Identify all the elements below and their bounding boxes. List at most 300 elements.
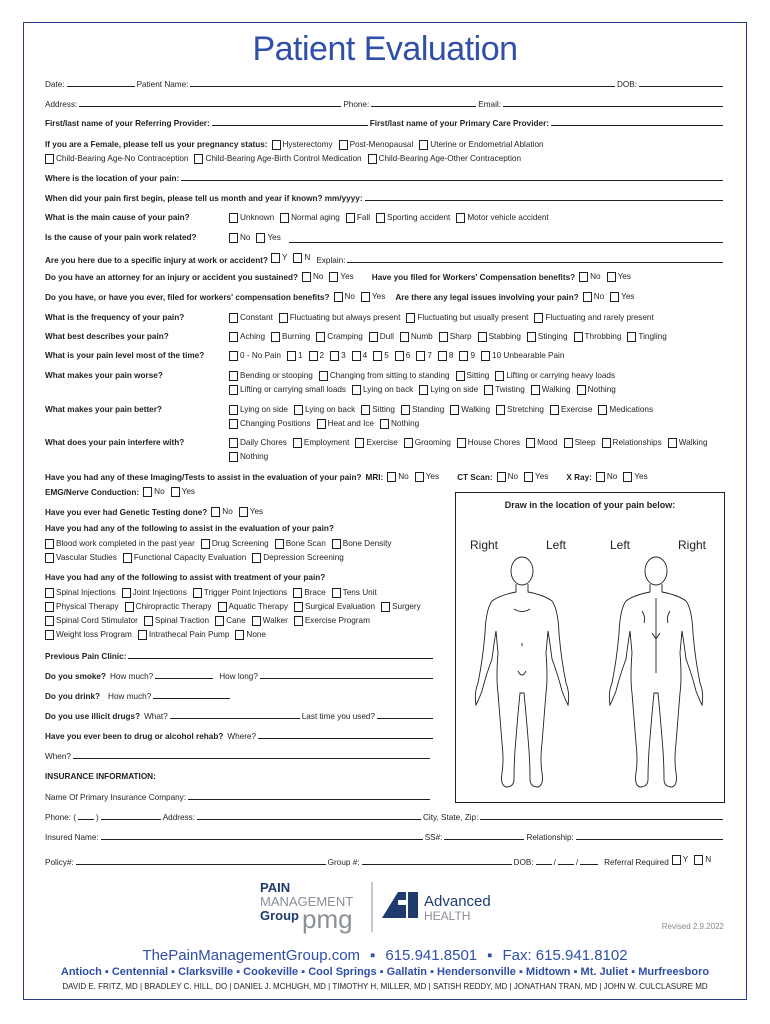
checkbox[interactable] <box>373 351 382 361</box>
ins-phone-field[interactable] <box>101 818 161 820</box>
checkbox[interactable] <box>229 313 238 323</box>
option-label: Yes <box>621 292 635 301</box>
smoke-long-field[interactable] <box>260 677 433 679</box>
checkbox[interactable] <box>550 405 559 415</box>
injury-label: Are you here due to a specific injury at work or accident? <box>45 256 268 265</box>
checkbox[interactable] <box>406 313 415 323</box>
q_worse-options-option[interactable] <box>229 369 313 383</box>
patient-name-field[interactable] <box>190 85 615 87</box>
checkbox[interactable] <box>668 438 677 448</box>
footer-phone[interactable]: 615.941.8501 <box>385 947 478 964</box>
xray-yes[interactable]: Yes <box>623 470 647 484</box>
q_eval-options-option[interactable] <box>123 551 246 565</box>
referral-yes[interactable]: Y <box>672 853 688 867</box>
q_better-options-option[interactable] <box>550 403 592 417</box>
option-label: Vascular Studies <box>56 553 117 562</box>
email-field[interactable] <box>503 105 723 107</box>
drugs-what-field[interactable] <box>170 717 300 719</box>
q_describe-options-option[interactable] <box>478 330 521 344</box>
checkbox[interactable] <box>271 332 280 342</box>
checkbox[interactable] <box>229 332 238 342</box>
option-label: Daily Chores <box>240 438 287 447</box>
checkbox[interactable] <box>496 405 505 415</box>
dob-field[interactable] <box>639 85 723 87</box>
location-field[interactable] <box>181 179 723 181</box>
q_worse-options-option[interactable] <box>495 369 615 383</box>
checkbox[interactable] <box>577 385 586 395</box>
option-label: 1 <box>297 351 303 360</box>
ins-dob-month[interactable] <box>536 863 552 865</box>
checkbox[interactable] <box>459 351 468 361</box>
checkbox[interactable] <box>527 332 536 342</box>
q_attorney-options-option[interactable] <box>329 270 353 284</box>
checkbox[interactable] <box>456 213 465 223</box>
checkbox[interactable] <box>368 154 377 164</box>
checkbox[interactable] <box>330 351 339 361</box>
drugs-what-label: What? <box>144 712 168 721</box>
checkbox[interactable] <box>329 272 338 282</box>
q_cause-options-option[interactable] <box>229 211 274 225</box>
checkbox[interactable] <box>419 385 428 395</box>
q_filed-options-option[interactable] <box>361 290 385 304</box>
q_treat-options-option[interactable] <box>235 628 266 642</box>
ins-area-field[interactable] <box>78 818 94 820</box>
q_treat-options-option[interactable] <box>381 600 421 614</box>
checkbox[interactable] <box>610 292 619 302</box>
checkbox[interactable] <box>45 553 54 563</box>
checkbox[interactable] <box>271 253 280 263</box>
drink-much-field[interactable] <box>153 697 230 699</box>
q_attorney-options2-option[interactable] <box>607 270 631 284</box>
q_better-options-option[interactable] <box>380 417 419 431</box>
ins-city-field[interactable] <box>480 818 723 820</box>
checkbox[interactable] <box>334 292 343 302</box>
address-field[interactable] <box>79 105 341 107</box>
checkbox[interactable] <box>450 405 459 415</box>
mri-no[interactable]: No <box>387 470 408 484</box>
pregnancy-option[interactable] <box>419 138 543 152</box>
q_interfere-options-option[interactable] <box>602 436 662 450</box>
option-label: Sitting <box>372 405 395 414</box>
q_describe-options-option[interactable] <box>271 330 310 344</box>
checkbox[interactable] <box>272 140 281 150</box>
q_treat-options-option[interactable] <box>193 586 287 600</box>
q_filed-options2-option[interactable] <box>610 290 634 304</box>
q_level-options-option[interactable] <box>309 349 325 363</box>
q_work-options-option[interactable] <box>229 231 250 245</box>
checkbox[interactable] <box>339 140 348 150</box>
q_level-options-option[interactable] <box>481 349 564 363</box>
checkbox[interactable] <box>218 602 227 612</box>
injury-explain-label: Explain: <box>316 256 346 265</box>
checkbox[interactable] <box>138 630 147 640</box>
checkbox[interactable] <box>279 313 288 323</box>
checkbox[interactable] <box>256 233 265 243</box>
checkbox[interactable] <box>229 419 238 429</box>
q_worse-options-option[interactable] <box>577 383 616 397</box>
emg-no[interactable]: No <box>143 485 164 499</box>
q_treat-options-option[interactable] <box>252 614 288 628</box>
ct-no[interactable]: No <box>497 470 518 484</box>
q_level-options-option[interactable] <box>287 349 303 363</box>
q_attorney-options-option[interactable] <box>302 270 323 284</box>
q_genetic-options-option[interactable] <box>211 505 232 519</box>
checkbox[interactable] <box>583 292 592 302</box>
front-left-label: Left <box>546 538 567 552</box>
checkbox[interactable] <box>439 332 448 342</box>
checkbox[interactable] <box>495 371 504 381</box>
option-label: Surgery <box>392 602 421 611</box>
q_describe-options-option[interactable] <box>316 330 363 344</box>
checkbox[interactable] <box>123 553 132 563</box>
footer-bullet: ▪ <box>370 947 376 964</box>
drink-row <box>45 692 232 701</box>
checkbox[interactable] <box>45 154 54 164</box>
option-label: Fluctuating but always present <box>289 313 401 322</box>
describe-options <box>229 330 734 344</box>
checkbox[interactable] <box>607 272 616 282</box>
footer-contact <box>0 947 770 964</box>
q_treat-options-option[interactable] <box>294 614 370 628</box>
q_interfere-options-option[interactable] <box>526 436 557 450</box>
q_filed-options-option[interactable] <box>334 290 355 304</box>
checkbox[interactable] <box>332 588 341 598</box>
option-label: Hysterectomy <box>282 140 333 149</box>
checkbox[interactable] <box>125 602 134 612</box>
drugs-label: Do you use illicit drugs? <box>45 712 141 721</box>
checkbox[interactable] <box>229 371 238 381</box>
checkbox[interactable] <box>280 213 289 223</box>
checkbox[interactable] <box>531 385 540 395</box>
ins-ss-field[interactable] <box>444 838 524 840</box>
ins-group-field[interactable] <box>362 863 512 865</box>
q_eval-options-option[interactable] <box>252 551 344 565</box>
q_cause-options-option[interactable] <box>280 211 340 225</box>
option-label: 10 Unbearable Pain <box>492 351 565 360</box>
page-title: Patient Evaluation <box>252 30 518 68</box>
dob-label: DOB: <box>616 80 637 89</box>
referral-no[interactable]: N <box>694 853 711 867</box>
checkbox[interactable] <box>45 539 54 549</box>
q_treat-options-option[interactable] <box>125 600 212 614</box>
q_describe-options-option[interactable] <box>369 330 394 344</box>
checkbox[interactable] <box>332 539 341 549</box>
rehab-where-field[interactable] <box>258 737 433 739</box>
q_level-options-option[interactable] <box>416 349 432 363</box>
checkbox[interactable] <box>481 351 490 361</box>
checkbox[interactable] <box>201 539 210 549</box>
prev-clinic-row <box>45 652 435 661</box>
q_worse-options-option[interactable] <box>531 383 571 397</box>
q_treat-options-option[interactable] <box>332 586 377 600</box>
q_genetic-options-option[interactable] <box>239 505 263 519</box>
checkbox[interactable] <box>229 233 238 243</box>
ins-company-field[interactable] <box>188 798 430 800</box>
q_attorney-options2-option[interactable] <box>579 270 600 284</box>
q_treat-options-option[interactable] <box>294 600 375 614</box>
advanced-health-mark <box>382 892 418 918</box>
checkbox[interactable] <box>275 539 284 549</box>
checkbox[interactable] <box>294 602 303 612</box>
q_better-options-option[interactable] <box>361 403 395 417</box>
q_frequency-options-option[interactable] <box>279 311 401 325</box>
checkbox[interactable] <box>352 385 361 395</box>
q_treat-options-option[interactable] <box>45 600 119 614</box>
option-label: Changing from sitting to standing <box>329 371 450 380</box>
checkbox[interactable] <box>293 588 302 598</box>
ins-insured-field[interactable] <box>101 838 423 840</box>
checkbox[interactable] <box>395 351 404 361</box>
phone-label: Phone: <box>343 100 370 109</box>
checkbox[interactable] <box>144 616 153 626</box>
checkbox[interactable] <box>317 419 326 429</box>
injury-explain-field[interactable] <box>347 261 723 263</box>
checkbox[interactable] <box>400 332 409 342</box>
checkbox[interactable] <box>45 630 54 640</box>
checkbox[interactable] <box>287 351 296 361</box>
checkbox[interactable] <box>193 588 202 598</box>
checkbox[interactable] <box>346 213 355 223</box>
q_level-options-option[interactable] <box>330 349 346 363</box>
q_eval-options-option[interactable] <box>201 537 269 551</box>
q_cause-options-option[interactable] <box>346 211 370 225</box>
q_interfere-options-option[interactable] <box>564 436 596 450</box>
q_describe-options-option[interactable] <box>527 330 568 344</box>
checkbox[interactable] <box>252 553 261 563</box>
option-label: Normal aging <box>291 213 340 222</box>
option-label: Lying on back <box>363 385 414 394</box>
ins-policy-field[interactable] <box>76 863 326 865</box>
option-label: No <box>240 233 251 242</box>
q_worse-options-option[interactable] <box>229 383 346 397</box>
q_interfere-options-option[interactable] <box>404 436 451 450</box>
q_describe-options-option[interactable] <box>574 330 622 344</box>
smoke-much-field[interactable] <box>155 677 213 679</box>
checkbox[interactable] <box>457 438 466 448</box>
drugs-last-field[interactable] <box>377 717 433 719</box>
checkbox[interactable] <box>602 438 611 448</box>
q_injury-options-option[interactable] <box>271 251 287 265</box>
ct-yes[interactable]: Yes <box>524 470 548 484</box>
checkbox[interactable] <box>302 272 311 282</box>
option-label: Stretching <box>507 405 544 414</box>
q_level-options-option[interactable] <box>229 349 281 363</box>
checkbox[interactable] <box>416 351 425 361</box>
q_better-options-option[interactable] <box>294 403 355 417</box>
pregnancy-options <box>272 138 550 152</box>
q_level-options-option[interactable] <box>459 349 475 363</box>
q_cause-options-option[interactable] <box>376 211 450 225</box>
q_treat-options-option[interactable] <box>122 586 187 600</box>
checkbox[interactable] <box>534 313 543 323</box>
q_treat-options-option[interactable] <box>215 614 246 628</box>
q_eval-options-option[interactable] <box>332 537 392 551</box>
q_better-options-option[interactable] <box>450 403 490 417</box>
checkbox[interactable] <box>229 452 238 462</box>
q_worse-options-option[interactable] <box>419 383 478 397</box>
q_better-options-option[interactable] <box>229 403 288 417</box>
checkbox[interactable] <box>376 213 385 223</box>
checkbox[interactable] <box>316 332 325 342</box>
checkbox[interactable] <box>45 588 54 598</box>
q_treat-options-option[interactable] <box>293 586 325 600</box>
cause-options <box>229 211 729 225</box>
q_treat-options-option[interactable] <box>45 586 116 600</box>
q_cause-options-option[interactable] <box>456 211 548 225</box>
checkbox[interactable] <box>229 351 238 361</box>
q_worse-options-option[interactable] <box>352 383 413 397</box>
pain-drawing-box[interactable] <box>455 492 725 803</box>
checkbox[interactable] <box>294 405 303 415</box>
checkbox[interactable] <box>309 351 318 361</box>
checkbox[interactable] <box>456 371 465 381</box>
option-label: Nothing <box>391 419 420 428</box>
q_interfere-options-option[interactable] <box>457 436 520 450</box>
q_level-options-option[interactable] <box>438 349 454 363</box>
checkbox[interactable] <box>579 272 588 282</box>
checkbox[interactable] <box>319 371 328 381</box>
q_eval-options-option[interactable] <box>45 537 195 551</box>
checkbox[interactable] <box>293 438 302 448</box>
pregnancy-option[interactable] <box>368 152 521 166</box>
q_describe-options-option[interactable] <box>400 330 433 344</box>
prev-clinic-field[interactable] <box>128 657 433 659</box>
mri-label: MRI: <box>365 472 384 482</box>
ins-dob-day[interactable] <box>558 863 574 865</box>
q_describe-options-option[interactable] <box>439 330 472 344</box>
checkbox[interactable] <box>229 385 238 395</box>
q_better-options-option[interactable] <box>317 417 374 431</box>
checkbox[interactable] <box>564 438 573 448</box>
q_level-options-option[interactable] <box>352 349 368 363</box>
q_interfere-options-option[interactable] <box>293 436 350 450</box>
prev-clinic-label: Previous Pain Clinic: <box>45 652 127 661</box>
q_filed-options2-option[interactable] <box>583 290 604 304</box>
q_worse-options-option[interactable] <box>319 369 450 383</box>
checkbox[interactable] <box>438 351 447 361</box>
checkbox[interactable] <box>355 438 364 448</box>
footer-website[interactable]: ThePainManagementGroup.com <box>142 947 361 964</box>
q_worse-options-option[interactable] <box>456 369 490 383</box>
checkbox[interactable] <box>404 438 413 448</box>
checkbox[interactable] <box>122 588 131 598</box>
ins-rel-field[interactable] <box>576 838 723 840</box>
ins-phone-row <box>45 813 725 822</box>
phone-field[interactable] <box>371 105 476 107</box>
option-label: Yes <box>340 272 354 281</box>
checkbox[interactable] <box>215 616 224 626</box>
checkbox[interactable] <box>229 213 238 223</box>
checkbox[interactable] <box>484 385 493 395</box>
checkbox[interactable] <box>352 351 361 361</box>
q_better-options-option[interactable] <box>496 403 544 417</box>
checkbox[interactable] <box>294 616 303 626</box>
option-label: No <box>593 292 605 301</box>
q_treat-options-option[interactable] <box>138 628 230 642</box>
q_interfere-options-option[interactable] <box>229 436 287 450</box>
q_frequency-options-option[interactable] <box>406 311 528 325</box>
ref-provider-field[interactable] <box>212 124 368 126</box>
pregnancy-option[interactable] <box>194 152 361 166</box>
work-field[interactable] <box>289 241 723 243</box>
checkbox[interactable] <box>401 405 410 415</box>
checkbox[interactable] <box>229 438 238 448</box>
checkbox[interactable] <box>627 332 636 342</box>
q_level-options-option[interactable] <box>395 349 411 363</box>
begin-field[interactable] <box>365 199 723 201</box>
checkbox[interactable] <box>381 602 390 612</box>
q_frequency-options-option[interactable] <box>229 311 273 325</box>
emg-yes[interactable]: Yes <box>171 485 195 499</box>
checkbox[interactable] <box>45 616 54 626</box>
checkbox[interactable] <box>380 419 389 429</box>
pcp-field[interactable] <box>551 124 723 126</box>
when-field[interactable] <box>73 757 430 759</box>
q_describe-options-option[interactable] <box>229 330 265 344</box>
checkbox[interactable] <box>211 507 220 517</box>
q_frequency-options-option[interactable] <box>534 311 653 325</box>
q_treat-options-option[interactable] <box>144 614 209 628</box>
pregnancy-option[interactable] <box>272 138 333 152</box>
checkbox[interactable] <box>361 405 370 415</box>
checkbox[interactable] <box>598 405 607 415</box>
ins-city-label: City, State, Zip: <box>423 813 479 822</box>
q_interfere-options-option[interactable] <box>668 436 708 450</box>
q_treat-options-option[interactable] <box>45 614 138 628</box>
option-label: Drug Screening <box>211 539 269 548</box>
rehab-where-label: Where? <box>227 732 257 741</box>
city-separator: ▪ <box>298 966 309 978</box>
checkbox[interactable] <box>194 154 203 164</box>
checkbox[interactable] <box>369 332 378 342</box>
checkbox[interactable] <box>361 292 370 302</box>
checkbox[interactable] <box>45 602 54 612</box>
q_better-options-option[interactable] <box>598 403 653 417</box>
checkbox[interactable] <box>239 507 248 517</box>
q_better-options-option[interactable] <box>229 417 311 431</box>
checkbox[interactable] <box>526 438 535 448</box>
q_worse-options-option[interactable] <box>484 383 525 397</box>
checkbox[interactable] <box>252 616 261 626</box>
date-field[interactable] <box>67 85 135 87</box>
option-label: Sporting accident <box>387 213 451 222</box>
checkbox[interactable] <box>235 630 244 640</box>
checkbox[interactable] <box>293 253 302 263</box>
checkbox[interactable] <box>574 332 583 342</box>
q_treat-options-option[interactable] <box>218 600 288 614</box>
q_level-options-option[interactable] <box>373 349 389 363</box>
q_work-options-option[interactable] <box>256 231 280 245</box>
q_better-options-option[interactable] <box>401 403 444 417</box>
ins-address-field[interactable] <box>197 818 421 820</box>
pregnancy-option[interactable] <box>45 152 188 166</box>
checkbox[interactable] <box>478 332 487 342</box>
mri-yes[interactable]: Yes <box>415 470 439 484</box>
q_injury-options-option[interactable] <box>293 251 310 265</box>
q_interfere-options-option[interactable] <box>355 436 397 450</box>
xray-no[interactable]: No <box>596 470 617 484</box>
doctor-name: DANIEL J. MCHUGH, MD <box>233 982 326 991</box>
q_treat-options-option[interactable] <box>45 628 132 642</box>
q_eval-options-option[interactable] <box>275 537 326 551</box>
checkbox[interactable] <box>419 140 428 150</box>
q_interfere-options-option[interactable] <box>229 450 268 464</box>
q_describe-options-option[interactable] <box>627 330 666 344</box>
q_eval-options-option[interactable] <box>45 551 117 565</box>
checkbox[interactable] <box>229 405 238 415</box>
ins-dob-year[interactable] <box>580 863 598 865</box>
pregnancy-option[interactable] <box>339 138 414 152</box>
